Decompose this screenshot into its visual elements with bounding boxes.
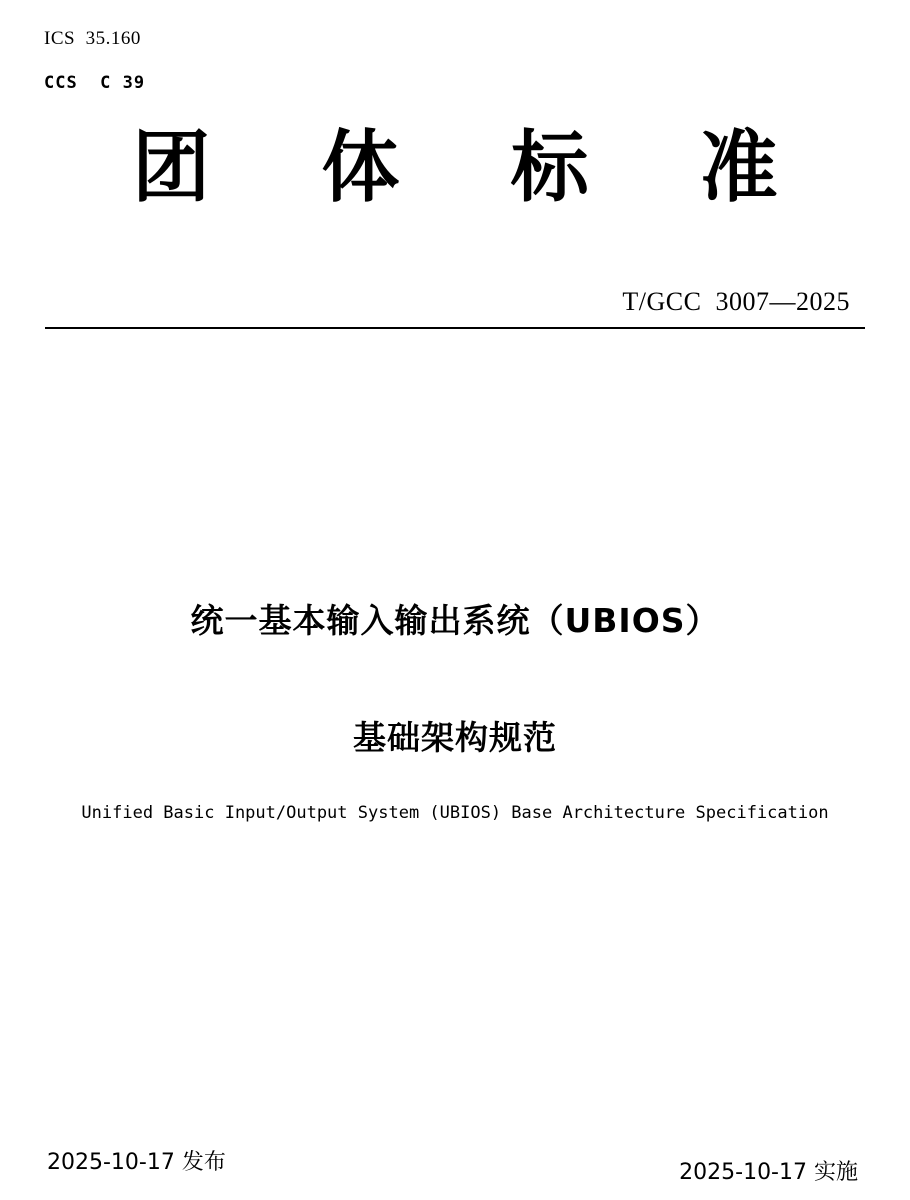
standard-number: T/GCC 3007—2025 <box>622 287 850 316</box>
document-title-english: Unified Basic Input/Output System (UBIOS) Base Architecture Specification <box>81 803 829 823</box>
header-divider <box>45 327 865 329</box>
issue-date: 2025-10-17 发布 <box>47 1150 226 1175</box>
implementation-date: 2025-10-17 实施 <box>679 1160 858 1185</box>
document-title-chinese-line1: 统一基本输入输出系统（UBIOS） <box>190 601 720 640</box>
ccs-code: CCS C 39 <box>44 73 146 93</box>
standard-type-title: 团 体 标 准 <box>132 123 820 213</box>
document-title-chinese-line2: 基础架构规范 <box>353 718 557 757</box>
ics-code: ICS 35.160 <box>44 28 141 49</box>
